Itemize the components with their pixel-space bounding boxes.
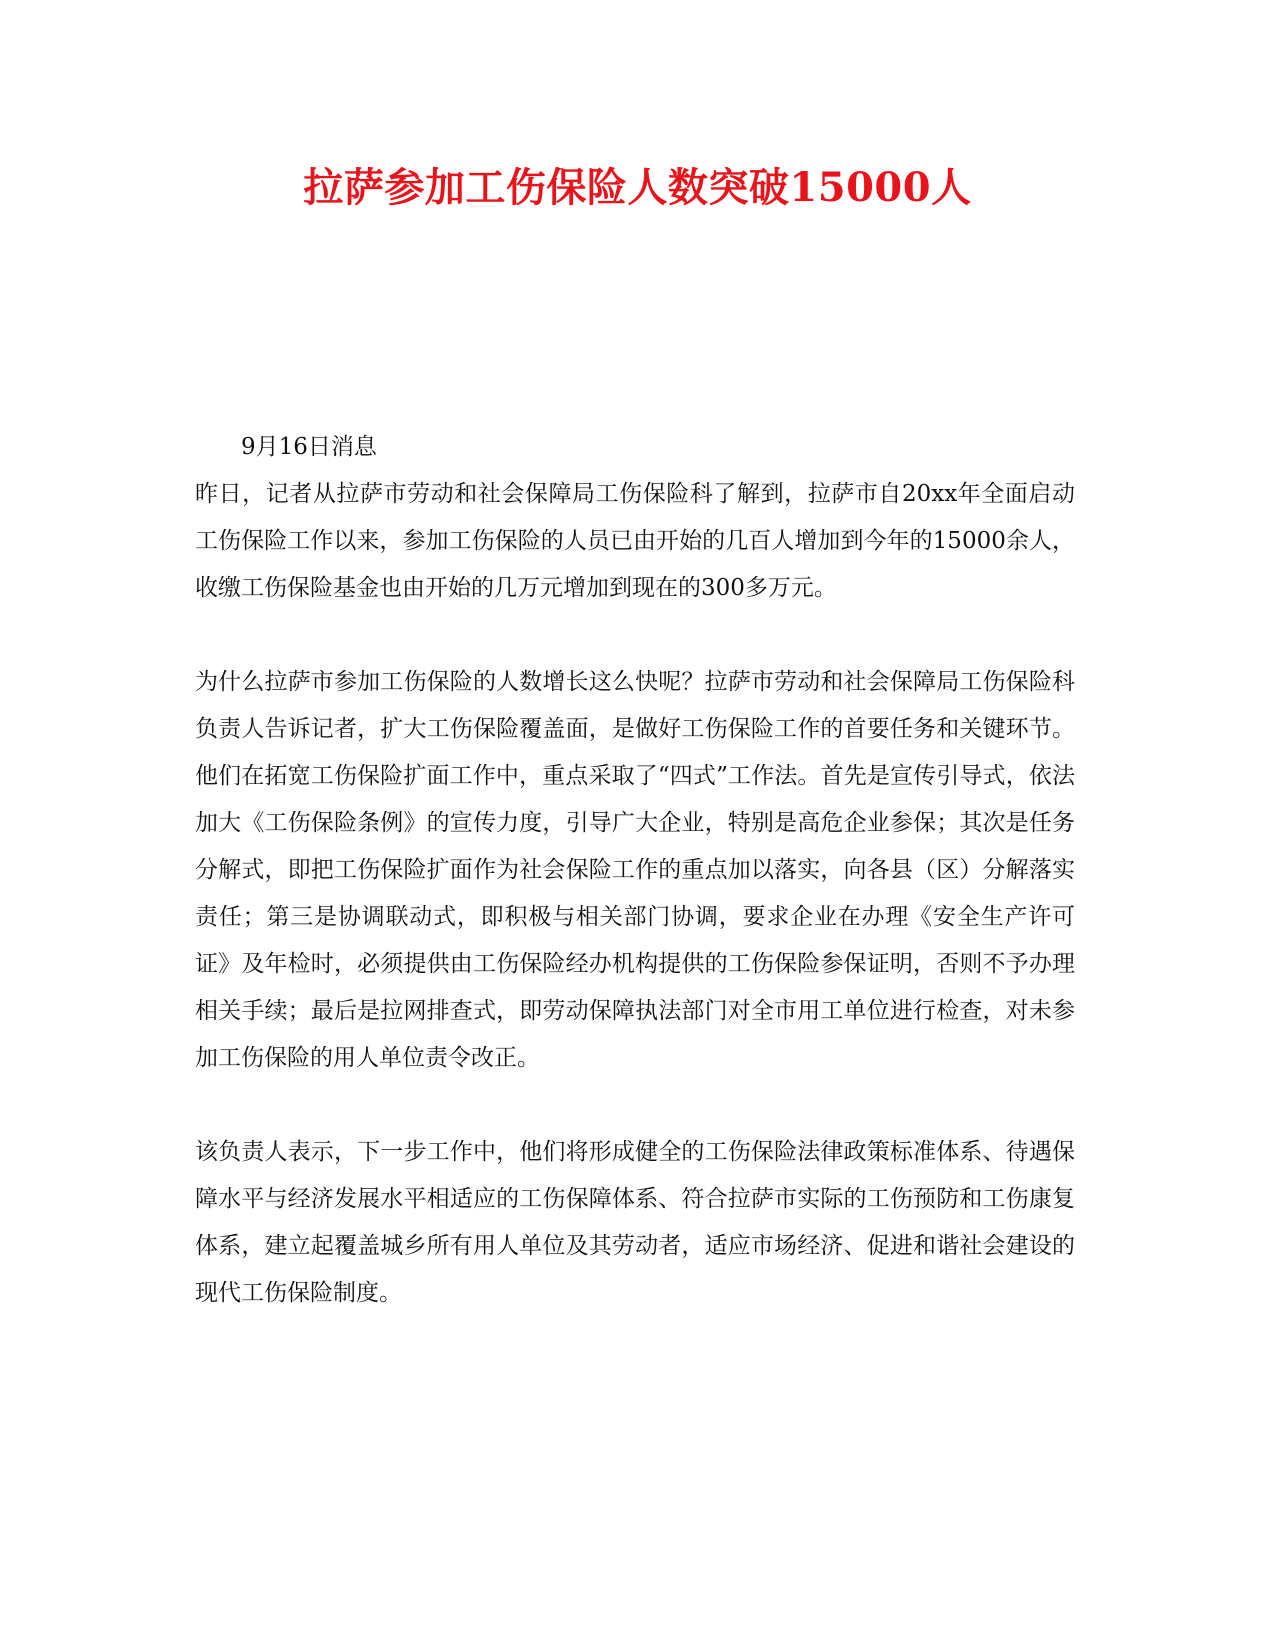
dateline: 9月16日消息: [241, 434, 377, 460]
paragraph-2: 为什么拉萨市参加工伤保险的人数增长这么快呢？拉萨市劳动和社会保障局工伤保险科负责人告诉记者，扩大工伤保险覆盖面，是做好工伤保险工作的首要任务和关键环节。他们在拓宽工伤保险扩面工作中，重点采取了“四式”工作法。首先是宣传引导式，依法加大《工伤保险条例》的宣传力度，引导广大企业，特别是高危企业参保；其次是任务分解式，即把工伤保险扩面作为社会保险工作的重点加以落实，向各县（区）分解落实责任；第三是协调联动式，即积极与相关部门协调，要求企业在办理《安全生产许可证》及年检时，必须提供由工伤保险经办机构提供的工伤保险参保证明，否则不予办理相关手续；最后是拉网排查式，即劳动保障执法部门对全市用工单位进行检查，对未参加工伤保险的用人单位责令改正。: [195, 669, 1075, 1071]
paragraph-1: 昨日，记者从拉萨市劳动和社会保障局工伤保险科了解到，拉萨市自20xx年全面启动工伤保险工作以来，参加工伤保险的人员已由开始的几百人增加到今年的15000余人，收缴工伤保险基金也由开始的几万元增加到现在的300多万元。: [195, 481, 1075, 601]
paragraph-3: 该负责人表示，下一步工作中，他们将形成健全的工伤保险法律政策标准体系、待遇保障水平与经济发展水平相适应的工伤保障体系、符合拉萨市实际的工伤预防和工伤康复体系，建立起覆盖城乡所有用人单位及其劳动者，适应市场经济、促进和谐社会建设的现代工伤保险制度。: [195, 1139, 1075, 1306]
document-body: [195, 424, 1075, 1317]
paragraph-spacer: [195, 612, 1075, 659]
document-title: 拉萨参加工伤保险人数突破15000人: [303, 164, 972, 211]
paragraph-spacer: [195, 1082, 1075, 1129]
